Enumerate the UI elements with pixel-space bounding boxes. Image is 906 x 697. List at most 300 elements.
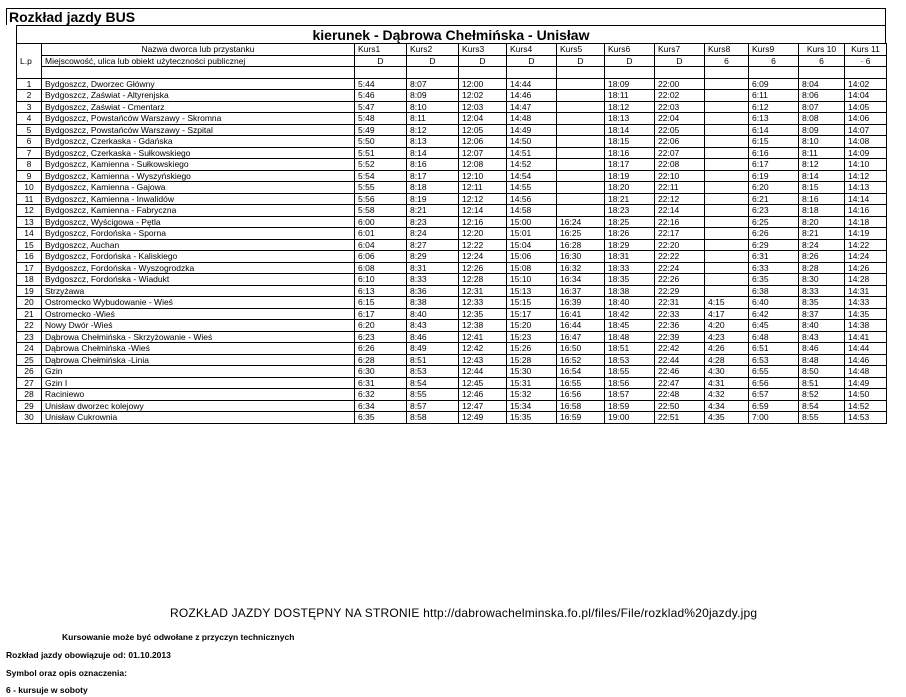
table-row [17,320,887,332]
departure-time [557,193,605,205]
course-symbol: D [655,55,705,67]
departure-time: 6:13 [749,113,799,125]
table-row [17,90,887,102]
departure-time: 15:01 [507,228,557,240]
departure-time [705,182,749,194]
departure-time: 16:54 [557,366,605,378]
departure-time: 18:13 [605,113,655,125]
departure-time: 22:02 [655,90,705,102]
departure-time: 15:20 [507,320,557,332]
departure-time: 6:12 [749,101,799,113]
departure-time: 8:48 [799,354,845,366]
departure-time: 15:17 [507,308,557,320]
departure-time: 22:29 [655,285,705,297]
row-number: 17 [17,262,42,274]
departure-time: 12:07 [459,147,507,159]
departure-time: 6:20 [749,182,799,194]
course-symbol: 6 [705,55,749,67]
departure-time: 8:08 [799,113,845,125]
departure-time: 12:03 [459,101,507,113]
departure-time: 16:39 [557,297,605,309]
departure-time: 6:38 [749,285,799,297]
departure-time: 8:37 [799,308,845,320]
departure-time: 22:10 [655,170,705,182]
departure-time: 14:18 [845,216,887,228]
departure-time: 12:49 [459,412,507,424]
departure-time: 18:51 [605,343,655,355]
departure-time: 18:33 [605,262,655,274]
departure-time: 6:42 [749,308,799,320]
departure-time: 14:46 [507,90,557,102]
departure-time: 18:38 [605,285,655,297]
departure-time: 8:11 [407,113,459,125]
departure-time: 5:55 [355,182,407,194]
timetable [16,43,887,424]
row-number: 5 [17,124,42,136]
departure-time: 6:21 [749,193,799,205]
departure-time: 14:28 [845,274,887,286]
row-number: 13 [17,216,42,228]
departure-time: 8:33 [407,274,459,286]
departure-time: 22:22 [655,251,705,263]
departure-time: 22:46 [655,366,705,378]
departure-time: 14:44 [507,78,557,90]
departure-time [705,159,749,171]
departure-time: 12:42 [459,343,507,355]
departure-time: 22:11 [655,182,705,194]
table-row [17,113,887,125]
departure-time: 14:41 [845,331,887,343]
departure-time: 15:34 [507,400,557,412]
departure-time: 18:17 [605,159,655,171]
departure-time: 6:45 [749,320,799,332]
departure-time: 15:10 [507,274,557,286]
course-symbol: 6 [799,55,845,67]
departure-time: 8:52 [799,389,845,401]
table-row [17,101,887,113]
departure-time: 14:52 [845,400,887,412]
departure-time: 15:15 [507,297,557,309]
departure-time: 14:24 [845,251,887,263]
departure-time: 8:18 [407,182,459,194]
departure-time [705,285,749,297]
departure-time: 8:46 [407,331,459,343]
course-symbol: D [605,55,655,67]
departure-time: 6:09 [749,78,799,90]
departure-time: 6:19 [749,170,799,182]
departure-time: 16:28 [557,239,605,251]
departure-time: 16:47 [557,331,605,343]
departure-time: 8:43 [799,331,845,343]
valid-from-note: Rozkład jazdy obowiązuje od: 01.10.2013 [6,650,171,660]
departure-time: 22:16 [655,216,705,228]
departure-time [557,170,605,182]
departure-time: 16:32 [557,262,605,274]
departure-time [705,205,749,217]
departure-time: 14:08 [845,136,887,148]
table-row [17,412,887,424]
departure-time: 8:11 [799,147,845,159]
departure-time: 14:49 [845,377,887,389]
stop-name: Bydgoszcz, Dworzec Główny [42,78,355,90]
stop-name: Bydgoszcz, Fordońska - Wiadukt [42,274,355,286]
departure-time: 4:17 [705,308,749,320]
table-row [17,389,887,401]
departure-time: 18:48 [605,331,655,343]
departure-time: 12:05 [459,124,507,136]
table-row [17,377,887,389]
departure-time [705,251,749,263]
departure-time: 14:05 [845,101,887,113]
departure-time [557,124,605,136]
departure-time: 22:00 [655,78,705,90]
departure-time: 18:59 [605,400,655,412]
departure-time: 18:11 [605,90,655,102]
row-number: 21 [17,308,42,320]
departure-time: 14:55 [507,182,557,194]
departure-time: 18:23 [605,205,655,217]
departure-time: 5:58 [355,205,407,217]
departure-time: 4:30 [705,366,749,378]
departure-time: 8:51 [407,354,459,366]
row-number: 6 [17,136,42,148]
departure-time [705,228,749,240]
departure-time: 12:33 [459,297,507,309]
departure-time: 4:26 [705,343,749,355]
departure-time: 8:54 [407,377,459,389]
departure-time: 14:38 [845,320,887,332]
stop-name: Bydgoszcz, Czerkaska - Sułkowskiego [42,147,355,159]
departure-time: 6:56 [749,377,799,389]
departure-time: 12:26 [459,262,507,274]
departure-time: 12:28 [459,274,507,286]
departure-time: 14:50 [845,389,887,401]
departure-time: 15:35 [507,412,557,424]
departure-time: 15:06 [507,251,557,263]
row-number: 12 [17,205,42,217]
departure-time: 14:07 [845,124,887,136]
departure-time: 18:16 [605,147,655,159]
course-header: Kurs 10 [799,44,845,56]
departure-time: 5:49 [355,124,407,136]
symbols-title: Symbol oraz opis oznaczenia: [6,668,127,678]
departure-time: 22:17 [655,228,705,240]
departure-time: 5:54 [355,170,407,182]
stop-name: Unisław dworzec kolejowy [42,400,355,412]
stop-name: Bydgoszcz, Fordońska - Kaliskiego [42,251,355,263]
table-row [17,136,887,148]
departure-time: 22:33 [655,308,705,320]
row-number: 3 [17,101,42,113]
departure-time: 22:24 [655,262,705,274]
departure-time: 12:10 [459,170,507,182]
course-header: Kurs 11 [845,44,887,56]
departure-time [705,262,749,274]
departure-time: 18:15 [605,136,655,148]
departure-time: 15:00 [507,216,557,228]
spacer-cell [605,67,655,79]
departure-time: 14:44 [845,343,887,355]
departure-time: 8:49 [407,343,459,355]
departure-time [705,170,749,182]
departure-time: 15:26 [507,343,557,355]
departure-time: 18:53 [605,354,655,366]
departure-time: 14:51 [507,147,557,159]
stop-name: Dąbrowa Chełmińska -Wieś [42,343,355,355]
stop-name: Gzin [42,366,355,378]
departure-time: 16:41 [557,308,605,320]
departure-time: 4:35 [705,412,749,424]
departure-time: 8:27 [407,239,459,251]
departure-time: 22:44 [655,354,705,366]
departure-time: 18:25 [605,216,655,228]
stop-name: Unisław Cukrownia [42,412,355,424]
departure-time: 18:42 [605,308,655,320]
spacer-cell [845,67,887,79]
header-row-symbols [17,55,887,67]
departure-time: 8:18 [799,205,845,217]
table-row [17,285,887,297]
departure-time: 14:09 [845,147,887,159]
departure-time: 16:59 [557,412,605,424]
departure-time: 8:13 [407,136,459,148]
stop-name: Bydgoszcz, Kamienna - Wyszyńskiego [42,170,355,182]
departure-time: 18:56 [605,377,655,389]
departure-time: 8:21 [407,205,459,217]
departure-time: 6:23 [749,205,799,217]
stop-name: Bydgoszcz, Kamienna - Fabryczna [42,205,355,217]
stop-name-header: Nazwa dworca lub przystanku [42,44,355,56]
departure-time: 7:00 [749,412,799,424]
row-number: 27 [17,377,42,389]
departure-time: 12:44 [459,366,507,378]
departure-time: 15:13 [507,285,557,297]
departure-time: 22:12 [655,193,705,205]
timetable-header [17,44,887,79]
table-row [17,205,887,217]
departure-time: 12:11 [459,182,507,194]
departure-time: 12:35 [459,308,507,320]
departure-time: 22:50 [655,400,705,412]
departure-time: 8:20 [799,216,845,228]
departure-time: 8:57 [407,400,459,412]
departure-time [705,78,749,90]
table-row [17,274,887,286]
departure-time: 6:04 [355,239,407,251]
departure-time: 4:20 [705,320,749,332]
course-symbol: 6 [749,55,799,67]
departure-time: 14:35 [845,308,887,320]
departure-time: 16:34 [557,274,605,286]
departure-time: 6:23 [355,331,407,343]
departure-time: 14:48 [845,366,887,378]
departure-time: 14:16 [845,205,887,217]
departure-time: 18:12 [605,101,655,113]
departure-time: 18:40 [605,297,655,309]
departure-time [557,136,605,148]
departure-time: 6:13 [355,285,407,297]
departure-time: 22:36 [655,320,705,332]
course-symbol: D [407,55,459,67]
departure-time: 6:55 [749,366,799,378]
departure-time: 16:37 [557,285,605,297]
row-number: 4 [17,113,42,125]
departure-time: 12:22 [459,239,507,251]
course-header: Kurs6 [605,44,655,56]
timetable-title: Rozkład jazdy BUS [6,8,886,25]
departure-time: 18:55 [605,366,655,378]
row-number: 11 [17,193,42,205]
course-header: Kurs1 [355,44,407,56]
departure-time: 19:00 [605,412,655,424]
departure-time: 16:30 [557,251,605,263]
symbol-6-note: 6 - kursuje w soboty [6,685,88,695]
departure-time: 12:04 [459,113,507,125]
departure-time: 22:20 [655,239,705,251]
stop-name: Gzin I [42,377,355,389]
stop-name: Bydgoszcz, Kamienna - Inwalidów [42,193,355,205]
table-row [17,331,887,343]
row-number: 23 [17,331,42,343]
spacer-cell [799,67,845,79]
departure-time: 12:02 [459,90,507,102]
table-row [17,78,887,90]
table-row [17,159,887,171]
departure-time: 8:29 [407,251,459,263]
header-spacer-row [17,67,887,79]
departure-time: 6:29 [749,239,799,251]
table-row [17,170,887,182]
departure-time: 6:57 [749,389,799,401]
departure-time: 14:50 [507,136,557,148]
row-number: 2 [17,90,42,102]
departure-time: 18:20 [605,182,655,194]
departure-time: 4:28 [705,354,749,366]
spacer-cell [407,67,459,79]
departure-time [557,113,605,125]
departure-time: 18:14 [605,124,655,136]
departure-time [705,90,749,102]
departure-time [705,216,749,228]
departure-time: 22:39 [655,331,705,343]
departure-time: 6:31 [355,377,407,389]
row-number: 8 [17,159,42,171]
departure-time: 6:20 [355,320,407,332]
course-header: Kurs8 [705,44,749,56]
timetable-body [17,78,887,423]
departure-time: 5:48 [355,113,407,125]
departure-time: 6:26 [749,228,799,240]
departure-time: 18:19 [605,170,655,182]
website-note: ROZKŁAD JAZDY DOSTĘPNY NA STRONIE http://dabrowachelminska.fo.pl/files/File/rozklad%20jazdy.jpg [170,606,758,620]
departure-time: 4:32 [705,389,749,401]
stop-name: Bydgoszcz, Powstańców Warszawy - Szpital [42,124,355,136]
row-number: 25 [17,354,42,366]
departure-time: 6:51 [749,343,799,355]
departure-time: 6:34 [355,400,407,412]
departure-time: 6:10 [355,274,407,286]
departure-time: 18:57 [605,389,655,401]
departure-time: 8:58 [407,412,459,424]
departure-time: 8:43 [407,320,459,332]
departure-time: 12:31 [459,285,507,297]
row-number: 29 [17,400,42,412]
departure-time [557,147,605,159]
row-number: 22 [17,320,42,332]
row-number: 7 [17,147,42,159]
stop-name: Bydgoszcz, Czerkaska - Gdańska [42,136,355,148]
departure-time [557,90,605,102]
departure-time: 5:51 [355,147,407,159]
departure-time: 8:12 [407,124,459,136]
departure-time: 14:14 [845,193,887,205]
departure-time: 8:24 [799,239,845,251]
departure-time: 6:32 [355,389,407,401]
departure-time: 22:14 [655,205,705,217]
departure-time [557,78,605,90]
table-row [17,124,887,136]
course-header: Kurs2 [407,44,459,56]
departure-time: 14:10 [845,159,887,171]
row-number: 28 [17,389,42,401]
table-row [17,251,887,263]
cancel-note: Kursowanie może być odwołane z przyczyn technicznych [62,632,295,642]
departure-time: 8:50 [799,366,845,378]
departure-time: 4:15 [705,297,749,309]
course-symbol: D [355,55,407,67]
stop-name: Bydgoszcz, Wyścigowa - Pętla [42,216,355,228]
row-number: 1 [17,78,42,90]
departure-time: 14:46 [845,354,887,366]
stop-name: Strzyżawa [42,285,355,297]
departure-time [705,193,749,205]
departure-time: 8:40 [799,320,845,332]
table-row [17,354,887,366]
departure-time: 12:38 [459,320,507,332]
departure-time: 14:58 [507,205,557,217]
direction-heading: kierunek - Dąbrowa Chełmińska - Unisław [16,25,886,43]
departure-time: 8:40 [407,308,459,320]
departure-time: 8:46 [799,343,845,355]
departure-time: 6:26 [355,343,407,355]
departure-time: 6:11 [749,90,799,102]
course-header: Kurs4 [507,44,557,56]
spacer-cell [749,67,799,79]
row-number: 26 [17,366,42,378]
departure-time: 6:35 [749,274,799,286]
departure-time: 14:19 [845,228,887,240]
departure-time: 8:51 [799,377,845,389]
departure-time: 16:50 [557,343,605,355]
departure-time: 12:14 [459,205,507,217]
departure-time: 6:01 [355,228,407,240]
table-row [17,400,887,412]
departure-time: 16:56 [557,389,605,401]
row-number: 14 [17,228,42,240]
departure-time: 12:46 [459,389,507,401]
spacer-cell [705,67,749,79]
departure-time: 14:53 [845,412,887,424]
departure-time: 22:06 [655,136,705,148]
departure-time: 15:23 [507,331,557,343]
departure-time: 14:47 [507,101,557,113]
departure-time: 6:31 [749,251,799,263]
departure-time: 5:47 [355,101,407,113]
departure-time: 16:58 [557,400,605,412]
departure-time: 14:02 [845,78,887,90]
departure-time: 22:31 [655,297,705,309]
departure-time: 5:56 [355,193,407,205]
